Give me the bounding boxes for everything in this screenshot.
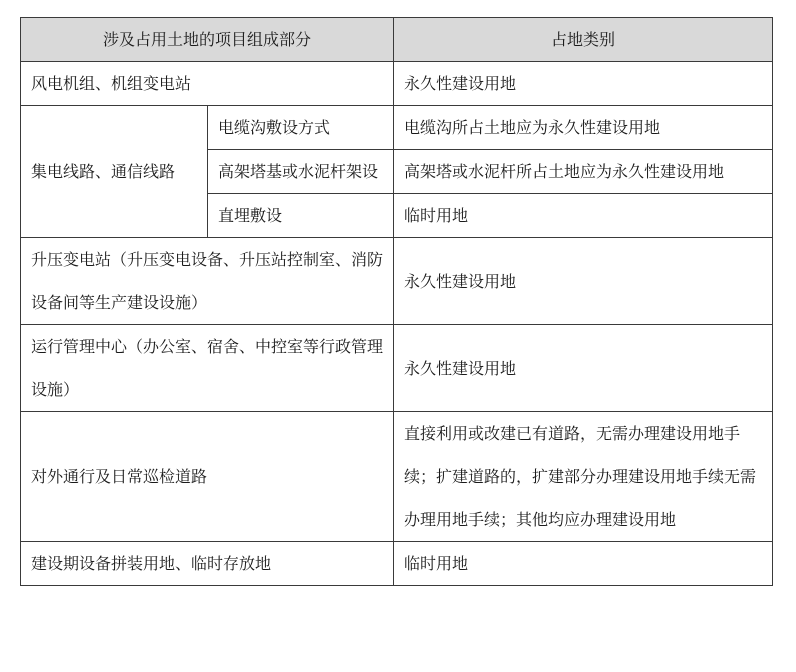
table-header-row	[21, 18, 773, 62]
table-row	[21, 62, 773, 106]
land-use-table	[20, 17, 773, 586]
row-part: 风电机组、机组变电站	[21, 62, 394, 106]
table-row	[21, 412, 773, 542]
row-category: 永久性建设用地	[394, 62, 773, 106]
row-group-part: 集电线路、通信线路	[21, 106, 208, 238]
table-row	[21, 325, 773, 412]
row-category: 电缆沟所占土地应为永久性建设用地	[394, 106, 773, 150]
row-part: 运行管理中心（办公室、宿舍、中控室等行政管理设施）	[21, 325, 394, 412]
row-category: 高架塔或水泥杆所占土地应为永久性建设用地	[394, 150, 773, 194]
table-row	[21, 238, 773, 325]
row-category: 永久性建设用地	[394, 325, 773, 412]
row-part: 升压变电站（升压变电设备、升压站控制室、消防设备间等生产建设设施）	[21, 238, 394, 325]
row-category: 直接利用或改建已有道路，无需办理建设用地手续；扩建道路的，扩建部分办理建设用地手续无需办理用地手续；其他均应办理建设用地	[394, 412, 773, 542]
row-category: 临时用地	[394, 542, 773, 586]
row-category: 永久性建设用地	[394, 238, 773, 325]
row-category: 临时用地	[394, 194, 773, 238]
row-sub-part: 直埋敷设	[208, 194, 394, 238]
row-sub-part: 电缆沟敷设方式	[208, 106, 394, 150]
table-row	[21, 542, 773, 586]
header-project-part: 涉及占用土地的项目组成部分	[21, 18, 394, 62]
row-part: 建设期设备拼装用地、临时存放地	[21, 542, 394, 586]
row-part: 对外通行及日常巡检道路	[21, 412, 394, 542]
table-row	[21, 106, 773, 150]
header-land-category: 占地类别	[394, 18, 773, 62]
row-sub-part: 高架塔基或水泥杆架设	[208, 150, 394, 194]
